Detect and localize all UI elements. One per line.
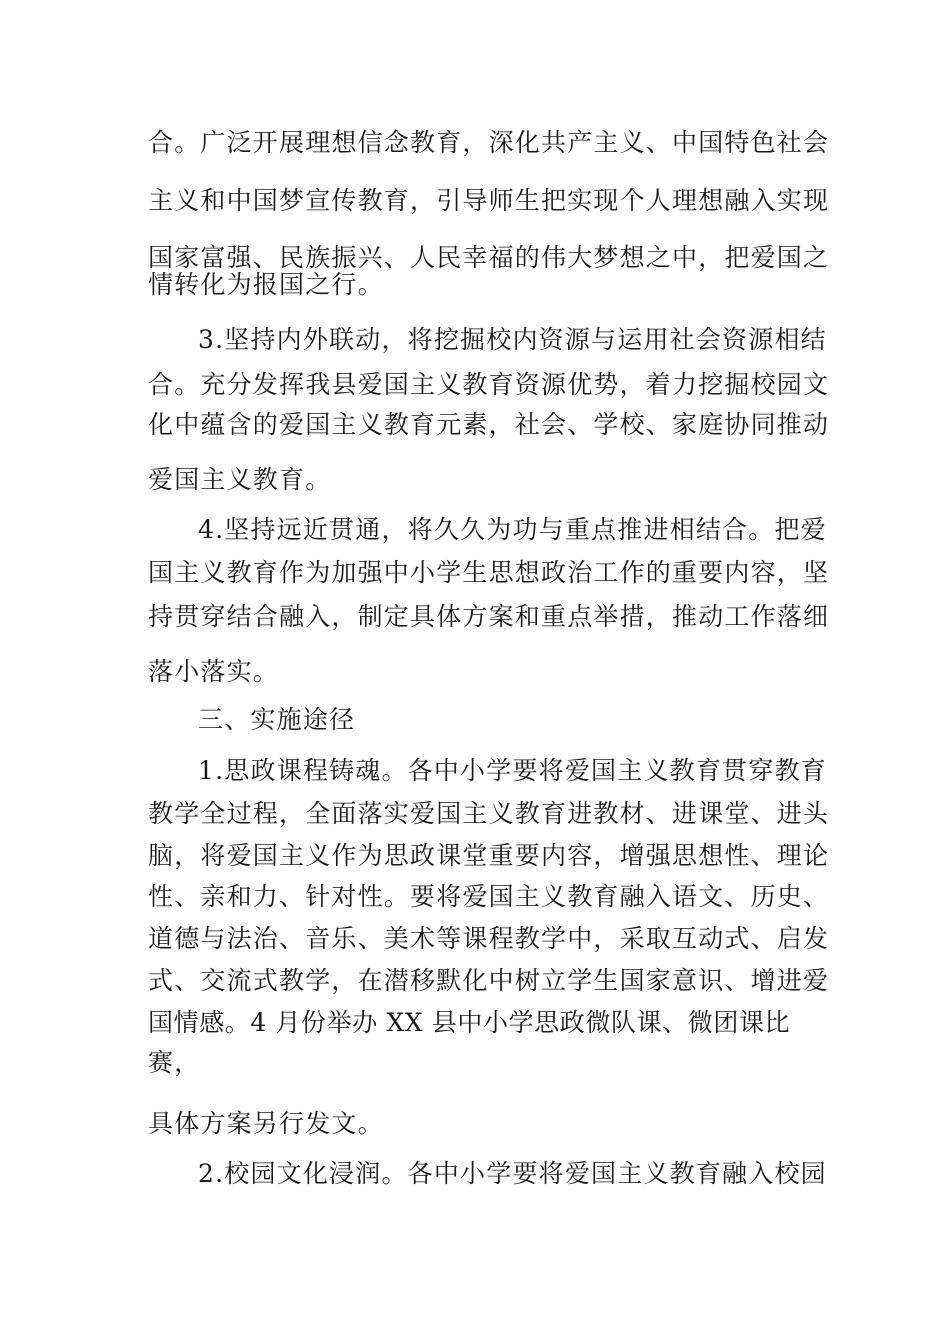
text-line: 国主义教育作为加强中小学生思想政治工作的重要内容，坚 <box>148 558 830 587</box>
text-line: 式、交流式教学，在潜移默化中树立学生国家意识、增进爱 <box>148 966 830 995</box>
text-line: 教学全过程，全面落实爱国主义教育进教材、进课堂、进头 <box>148 799 830 828</box>
text-line: 2.校园文化浸润。各中小学要将爱国主义教育融入校园 <box>198 1159 827 1188</box>
text-line: 主义和中国梦宣传教育，引导师生把实现个人理想融入实现 <box>148 186 830 215</box>
text-line: 化中蕴含的爱国主义教育元素，社会、学校、家庭协同推动 <box>148 410 830 439</box>
text-line: 赛， <box>148 1048 201 1077</box>
text-line: 国家富强、民族振兴、人民幸福的伟大梦想之中，把爱国之 <box>148 243 830 272</box>
text-line: 爱国主义教育。 <box>148 465 332 494</box>
text-line: 具体方案另行发文。 <box>148 1109 384 1138</box>
text-line: 合。广泛开展理想信念教育，深化共产主义、中国特色社会 <box>148 128 830 157</box>
text-line: 1.思政课程铸魂。各中小学要将爱国主义教育贯穿教育 <box>198 756 827 785</box>
text-line: 情转化为报国之行。 <box>148 270 384 299</box>
text-line: 4.坚持远近贯通，将久久为功与重点推进相结合。把爱 <box>198 515 827 544</box>
text-line: 脑，将爱国主义作为思政课堂重要内容，增强思想性、理论 <box>148 841 830 870</box>
text-line: 国情感。4 月份举办 XX 县中小学思政微队课、微团课比 <box>148 1008 791 1037</box>
text-line: 性、亲和力、针对性。要将爱国主义教育融入语文、历史、 <box>148 882 830 911</box>
text-line: 道德与法治、音乐、美术等课程教学中，采取互动式、启发 <box>148 924 830 953</box>
text-line: 持贯穿结合融入，制定具体方案和重点举措，推动工作落细 <box>148 602 830 631</box>
text-line: 落小落实。 <box>148 657 280 686</box>
text-line: 合。充分发挥我县爱国主义教育资源优势，着力挖掘校园文 <box>148 370 830 399</box>
section-heading: 三、实施途径 <box>198 705 356 734</box>
text-line: 3.坚持内外联动，将挖掘校内资源与运用社会资源相结 <box>198 325 827 354</box>
